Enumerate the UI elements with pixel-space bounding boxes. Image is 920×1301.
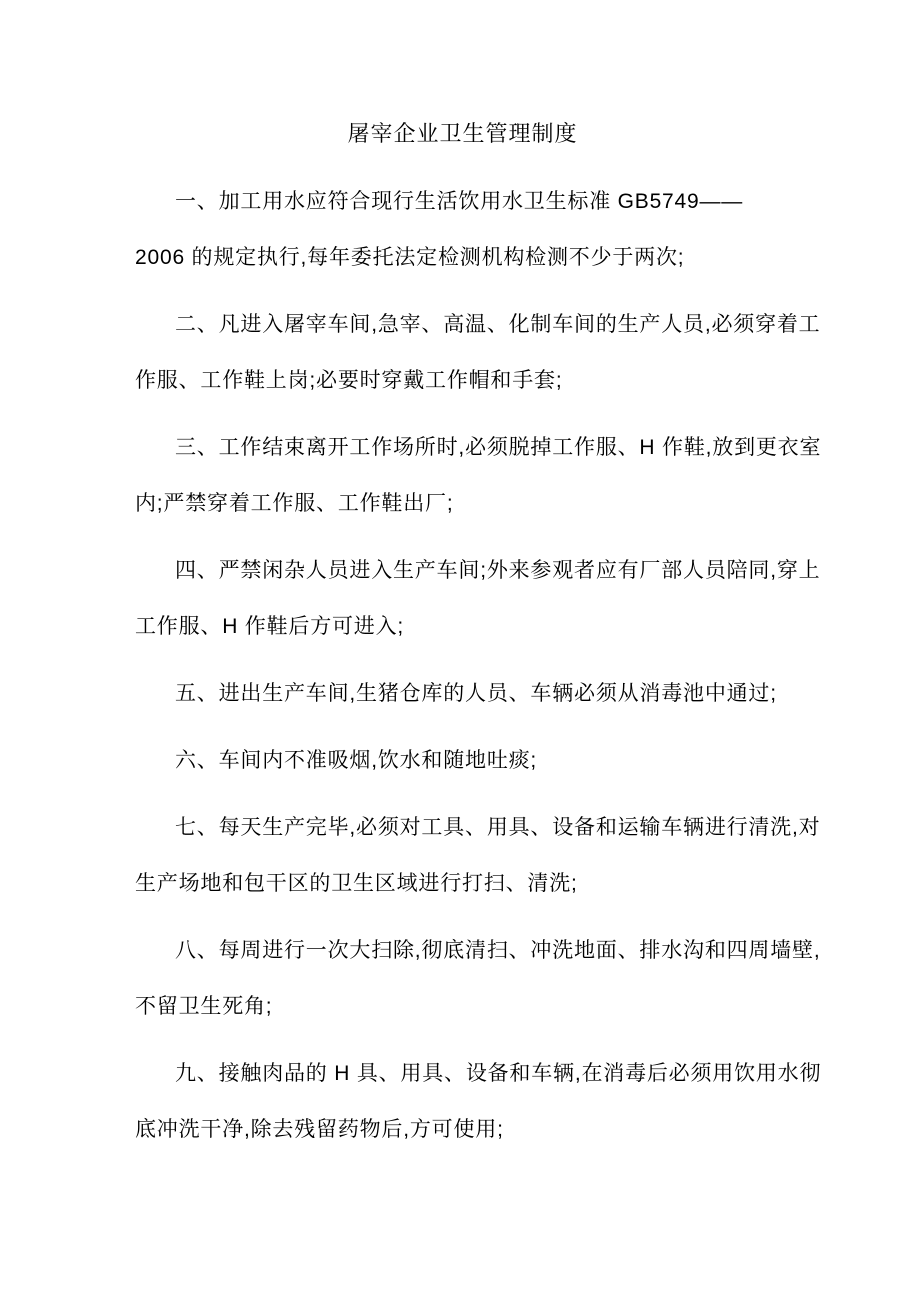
paragraph	[135, 420, 822, 532]
paragraph	[135, 733, 790, 789]
paragraph-first-line: 三、工作结束离开工作场所时,必须脱掉工作服、H 作鞋,放到更衣室	[175, 436, 822, 459]
paragraph-first-line: 六、车间内不准吸烟,饮水和随地吐痰;	[175, 749, 538, 772]
paragraph-first-line: 四、严禁闲杂人员进入生产车间;外来参观者应有厂部人员陪同,穿上	[175, 559, 821, 582]
document-title: 屠宰企业卫生管理制度	[347, 121, 578, 146]
paragraph-first-line: 九、接触肉品的 H 具、用具、设备和车辆,在消毒后必须用饮用水彻	[175, 1062, 822, 1085]
paragraph-first-line: 一、加工用水应符合现行生活饮用水卫生标准 GB5749——	[175, 190, 744, 213]
paragraph-first-line: 五、进出生产车间,生猪仓库的人员、车辆必须从消毒池中通过;	[175, 682, 777, 705]
paragraph-line: 底冲洗干净,除去残留药物后,方可使用;	[135, 1118, 504, 1141]
paragraph-first-line: 八、每周进行一次大扫除,彻底清扫、冲洗地面、排水沟和四周墙壁,	[175, 939, 821, 962]
paragraph-first-line: 二、凡进入屠宰车间,急宰、高温、化制车间的生产人员,必须穿着工	[175, 313, 821, 336]
paragraph-line: 生产场地和包干区的卫生区域进行打扫、清洗;	[135, 872, 578, 895]
paragraph	[135, 297, 821, 409]
paragraphs	[135, 174, 822, 1158]
paragraph-first-line: 七、每天生产完毕,必须对工具、用具、设备和运输车辆进行清洗,对	[175, 816, 821, 839]
paragraph	[135, 1046, 822, 1158]
paragraph-line: 内;严禁穿着工作服、工作鞋出厂;	[135, 492, 454, 515]
paragraph-line: 不留卫生死角;	[135, 995, 273, 1018]
paragraph	[135, 800, 821, 912]
paragraph-line: 2006 的规定执行,每年委托法定检测机构检测不少于两次;	[135, 246, 685, 269]
paragraph	[135, 543, 821, 655]
paragraph	[135, 174, 790, 286]
paragraph	[135, 923, 821, 1035]
paragraph-line: 作服、工作鞋上岗;必要时穿戴工作帽和手套;	[135, 369, 563, 392]
paragraph-line: 工作服、H 作鞋后方可进入;	[135, 615, 405, 638]
paragraph	[135, 666, 790, 722]
